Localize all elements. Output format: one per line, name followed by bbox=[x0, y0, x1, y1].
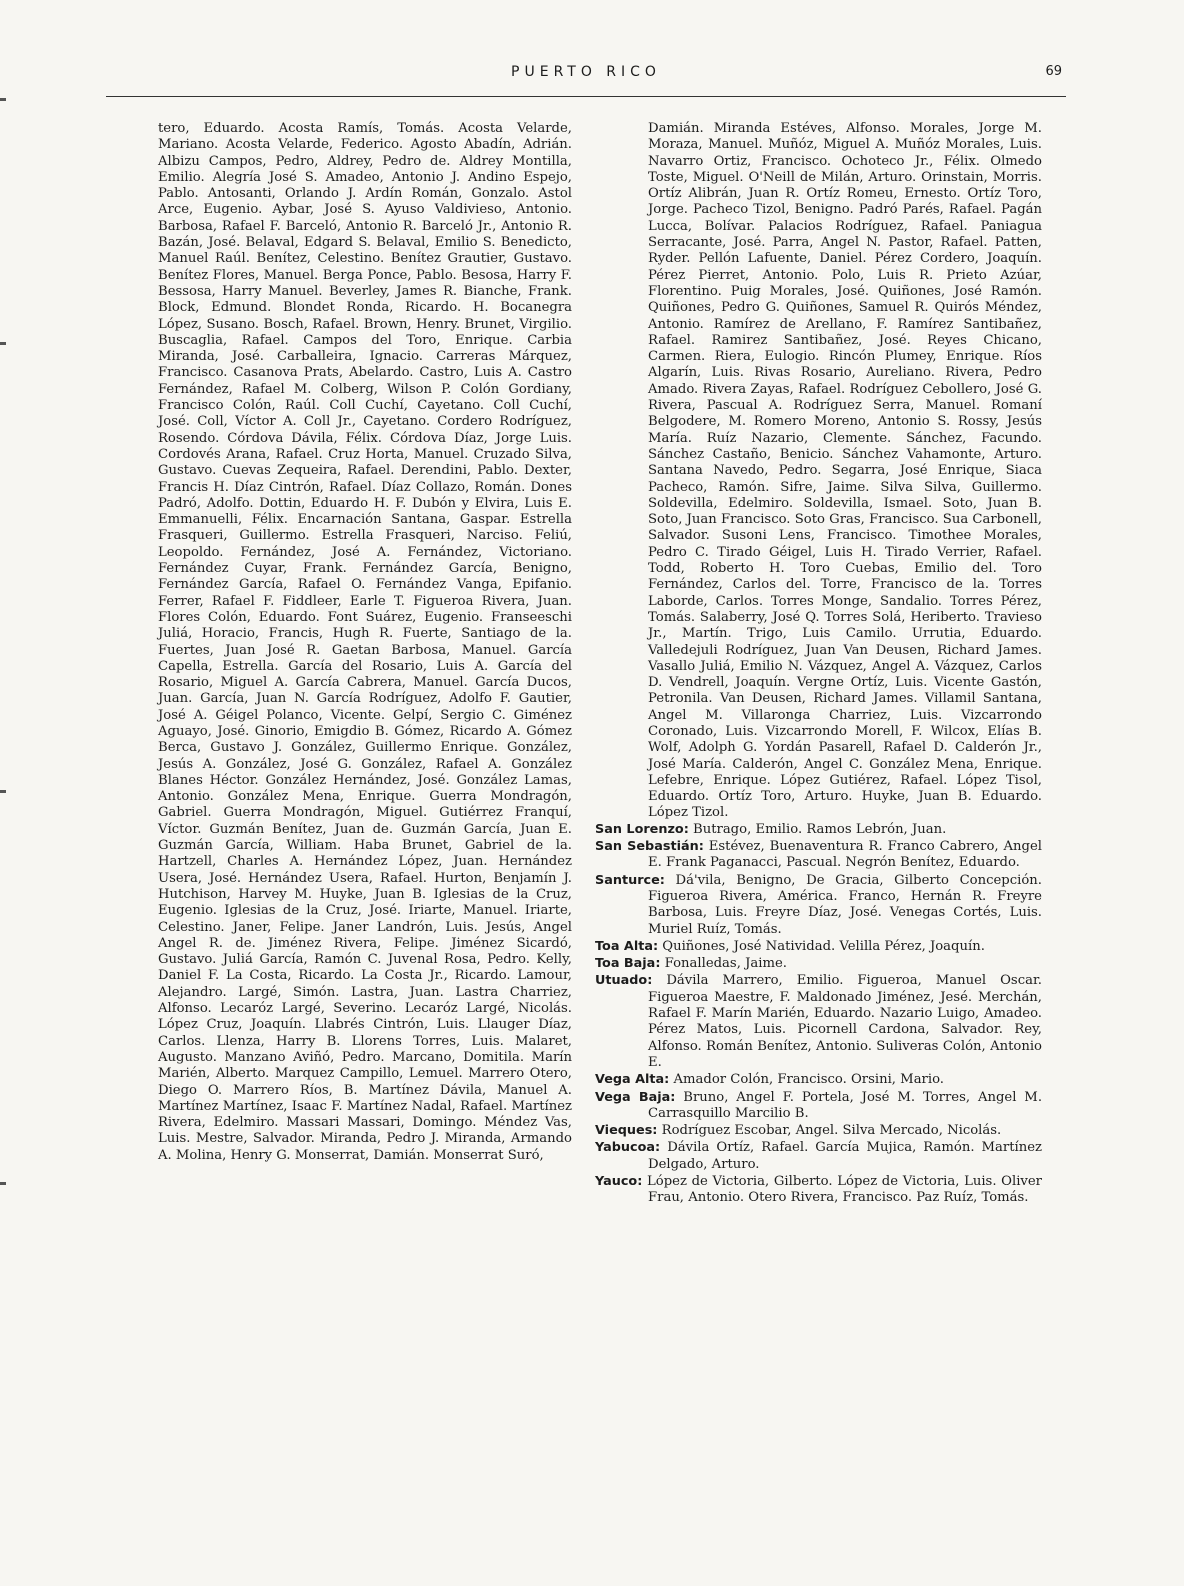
town-entry bbox=[595, 1072, 1042, 1088]
town-entry bbox=[595, 1123, 1042, 1139]
right-column-continuation: Damián. Miranda Estéves, Alfonso. Morales, Jorge M. Moraza, Manuel. Muñóz, Miguel A. Muñóz Morales, Luis. Navarro Ortiz, Francisco. Ochoteco Jr., Félix. Olmedo Toste, Miguel. O'Neill de Milán, Arturo. Orinstain, Morris. Ortíz Alibrán, Juan R. Ortíz Romeu, Ernesto. Ortíz Toro, Jorge. Pacheco Tizol, Benigno. Padró Parés, Rafael. Pagán Lucca, Bolívar. Palacios Rodríguez, Rafael. Paniagua Serracante, José. Parra, Angel N. Pastor, Rafael. Patten, Ryder. Pellón Lafuente, Daniel. Pérez Cordero, Joaquín. Pérez Pierret, Antonio. Polo, Luis R. Prieto Azúar, Florentino. Puig Morales, José. Quiñones, José Ramón. Quiñones, Pedro G. Quiñones, Samuel R. Quirós Méndez, Antonio. Ramírez de Arellano, F. Ramírez Santibañez, Rafael. Ramirez Santibañez, José. Reyes Chicano, Carmen. Riera, Eulogio. Rincón Plumey, Enrique. Ríos Algarín, Luis. Rivas Rosario, Aureliano. Rivera, Pedro Amado. Rivera Zayas, Rafael. Rodríguez Cebollero, José G. Rivera, Pascual A. Rodríguez Serra, Manuel. Romaní Belgodere, M. Romero Moreno, Antonio S. Rossy, Jesús María. Ruíz Nazario, Clemente. Sánchez, Facundo. Sánchez Castaño, Benicio. Sánchez Vahamonte, Arturo. Santana Navedo, Pedro. Segarra, José Enrique, Siaca Pacheco, Ramón. Sifre, Jaime. Silva Silva, Guillermo. Soldevilla, Edelmiro. Soldevilla, Ismael. Soto, Juan B. Soto, Juan Francisco. Soto Gras, Francisco. Sua Carbonell, Salvador. Susoni Lens, Francisco. Timothee Morales, Pedro C. Tirado Géigel, Luis H. Tirado Verrier, Rafael. Todd, Roberto H. Toro Cuebas, Emilio del. Toro Fernández, Carlos del. Torre, Francisco de la. Torres Laborde, Carlos. Torres Monge, Sandalio. Torres Pérez, Tomás. Salaberry, José Q. Torres Solá, Heriberto. Travieso Jr., Martín. Trigo, Luis Camilo. Urrutia, Eduardo. Valledejuli Rodríguez, Juan Van Deusen, Richard James. Vasallo Juliá, Emilio N. Vázquez, Angel A. Vázquez, Carlos D. Vendrell, Joaquín. Vergne Ortíz, Luis. Vicente Gastón, Petronila. Van Deusen, Richard James. Villamil Santana, Angel M. Villaronga Charriez, Luis. Vizcarrondo Coronado, Luis. Vizcarrondo Morell, F. Wilcox, Elías B. Wolf, Adolph G. Yordán Pasarell, Rafael D. Calderón Jr., José María. Calderón, Angel C. González Mena, Enrique. Lefebre, Enrique. López Gutiérez, Rafael. López Tisol, Eduardo. Ortíz Toro, Arturo. Huyke, Juan B. Eduardo. López Tizol. bbox=[648, 121, 1042, 821]
town-names: Amador Colón, Francisco. Orsini, Mario. bbox=[673, 1072, 944, 1088]
town-names: Butrago, Emilio. Ramos Lebrón, Juan. bbox=[693, 821, 947, 837]
town-name: Vega Alta: bbox=[595, 1072, 670, 1088]
town-entry bbox=[595, 1140, 1042, 1173]
margin-mark bbox=[0, 342, 6, 345]
margin-mark bbox=[0, 1182, 6, 1185]
town-entry bbox=[595, 839, 1042, 872]
town-name: Toa Alta: bbox=[595, 938, 659, 954]
town-entry bbox=[595, 1090, 1042, 1123]
left-column-text: tero, Eduardo. Acosta Ramís, Tomás. Acosta Velarde, Mariano. Acosta Velarde, Federico. Agosto Abadín, Adrián. Albizu Campos, Pedro, Aldrey, Pedro de. Aldrey Montilla, Emilio. Alegría José S. Amadeo, Antonio J. Andino Espejo, Pablo. Antosanti, Orlando J. Ardín Román, Gonzalo. Astol Arce, Eugenio. Aybar, José S. Ayuso Valdivieso, Antonio. Barbosa, Rafael F. Barceló, Antonio R. Barceló Jr., Antonio R. Bazán, José. Belaval, Edgard S. Belaval, Emilio S. Benedicto, Manuel Raúl. Benítez, Celestino. Benítez Grautier, Gustavo. Benítez Flores, Manuel. Berga Ponce, Pablo. Besosa, Harry F. Bessosa, Harry Manuel. Beverley, James R. Bianche, Frank. Block, Edmund. Blondet Ronda, Ricardo. H. Bocanegra López, Susano. Bosch, Rafael. Brown, Henry. Brunet, Virgilio. Buscaglia, Rafael. Campos del Toro, Enrique. Carbia Miranda, José. Carballeira, Ignacio. Carreras Márquez, Francisco. Casanova Prats, Abelardo. Castro, Luis A. Castro Fernández, Rafael M. Colberg, Wilson P. Colón Gordiany, Francisco Colón, Raúl. Coll Cuchí, Cayetano. Coll Cuchí, José. Coll, Víctor A. Coll Jr., Cayetano. Cordero Rodríguez, Rosendo. Córdova Dávila, Félix. Córdova Díaz, Jorge Luis. Cordovés Arana, Rafael. Cruz Horta, Manuel. Cruzado Silva, Gustavo. Cuevas Zequeira, Rafael. Derendini, Pablo. Dexter, Francis H. Díaz Cintrón, Rafael. Díaz Collazo, Román. Dones Padró, Adolfo. Dottin, Eduardo H. F. Dubón y Elvira, Luis E. Emmanuelli, Félix. Encarnación Santana, Gaspar. Estrella Frasqueri, Guillermo. Estrella Frasqueri, Narciso. Feliú, Leopoldo. Fernández, José A. Fernández, Victoriano. Fernández Cuyar, Frank. Fernández García, Benigno, Fernández García, Rafael O. Fernández Vanga, Epifanio. Ferrer, Rafael F. Fiddleer, Earle T. Figueroa Rivera, Juan. Flores Colón, Eduardo. Font Suárez, Eugenio. Franseeschi Juliá, Horacio, Francis, Hugh R. Fuerte, Santiago de la. Fuertes, Juan José R. Gaetan Barbosa, Manuel. García Capella, Estrella. García del Rosario, Luis A. García del Rosario, Miguel A. García Cabrera, Manuel. García Ducos, Juan. García, Juan N. García Rodríguez, Adolfo F. Gautier, José A. Géigel Polanco, Vicente. Gelpí, Sergio C. Giménez Aguayo, José. Ginorio, Emigdio B. Gómez, Ricardo A. Gómez Berca, Gustavo J. González, Guillermo Enrique. González, Jesús A. González, José G. González, Rafael A. González Blanes Héctor. González Hernández, José. González Lamas, Antonio. González Mena, Enrique. Guerra Mondragón, Gabriel. Guerra Mondragón, Miguel. Gutiérrez Franquí, Víctor. Guzmán Benítez, Juan de. Guzmán García, Juan E. Guzmán García, William. Haba Brunet, Gabriel de la. Hartzell, Charles A. Hernández López, Juan. Hernández Usera, José. Hernández Usera, Rafael. Hurton, Benjamín J. Hutchison, Harvey M. Huyke, Juan B. Iglesias de la Cruz, Eugenio. Iglesias de la Cruz, José. Iriarte, Manuel. Iriarte, Celestino. Janer, Felipe. Janer Landrón, Luis. Jesús, Angel Angel R. de. Jiménez Rivera, Felipe. Jiménez Sicardó, Gustavo. Juliá García, Ramón C. Juvenal Rosa, Pedro. Kelly, Daniel F. La Costa, Ricardo. La Costa Jr., Ricardo. Lamour, Alejandro. Largé, Simón. Lastra, Juan. Lastra Charriez, Alfonso. Lecaróz Largé, Severino. Lecaróz Largé, Nicolás. López Cruz, Joaquín. Llabrés Cintrón, Luis. Llauger Díaz, Carlos. Llenza, Harry B. Llorens Torres, Luis. Malaret, Augusto. Manzano Aviñó, Pedro. Marcano, Domitila. Marín Marién, Alberto. Marquez Campillo, Lemuel. Marrero Otero, Diego O. Marrero Ríos, B. Martínez Dávila, Manuel A. Martínez Martínez, Isaac F. Martínez Nadal, Rafael. Martínez Rivera, Edelmiro. Massari Massari, Domingo. Méndez Vas, Luis. Mestre, Salvador. Miranda, Pedro J. Miranda, Armando A. Molina, Henry G. Monserrat, Damián. Monserrat Suró, bbox=[158, 121, 572, 1163]
town-name: Yauco: bbox=[595, 1174, 643, 1189]
town-names: Rodríguez Escobar, Angel. Silva Mercado, Nicolás. bbox=[661, 1123, 1002, 1139]
town-names: Dávila Marrero, Emilio. Figueroa, Manuel Oscar. Figueroa Maestre, F. Maldonado Jiménez, Jesé. Merchán, Rafael F. Marín Marién, Eduardo. Nazario Luigo, Amadeo. Pérez Matos, Luis. Picornell Cardona, Salvador. Rey, Alfonso. Román Benítez, Antonio. Suliveras Colón, Antonio E. bbox=[648, 973, 1042, 1070]
running-title: PUERTO RICO bbox=[511, 64, 661, 80]
town-name: Vega Baja: bbox=[595, 1089, 676, 1105]
page-header bbox=[106, 62, 1066, 97]
town-name: San Sebastián: bbox=[595, 839, 704, 855]
margin-mark bbox=[0, 790, 6, 793]
town-name: Utuado: bbox=[595, 973, 653, 989]
town-names: Quiñones, José Natividad. Velilla Pérez, Joaquín. bbox=[662, 938, 985, 954]
town-entries bbox=[595, 822, 1042, 1207]
page-number: 69 bbox=[1045, 64, 1062, 79]
right-column bbox=[595, 121, 1042, 1207]
town-names: Bruno, Angel F. Portela, José M. Torres, Angel M. Carrasquillo Marcilio B. bbox=[648, 1089, 1043, 1121]
town-entry bbox=[595, 973, 1042, 1071]
town-names: Estévez, Buenaventura R. Franco Cabrero, Angel E. Frank Paganacci, Pascual. Negrón Benítez, Eduardo. bbox=[648, 839, 1043, 871]
town-name: Toa Baja: bbox=[595, 956, 661, 972]
town-names: Dá'vila, Benigno, De Gracia, Gilberto Concepción. Figueroa Rivera, América. Franco, Hernán R. Freyre Barbosa, Luis. Freyre Díaz, José. Venegas Cortés, Luis. Muriel Ruíz, Tomás. bbox=[648, 872, 1042, 937]
town-name: Santurce: bbox=[595, 872, 665, 888]
town-entry bbox=[595, 873, 1042, 938]
town-entry bbox=[595, 1174, 1042, 1207]
town-names: Fonalledas, Jaime. bbox=[664, 956, 787, 972]
left-column bbox=[158, 121, 572, 1164]
town-name: San Lorenzo: bbox=[595, 821, 689, 837]
town-entry bbox=[595, 939, 1042, 955]
town-names: Dávila Ortíz, Rafael. García Mujica, Ramón. Martínez Delgado, Arturo. bbox=[648, 1140, 1042, 1172]
town-names: López de Victoria, Gilberto. López de Victoria, Luis. Oliver Frau, Antonio. Otero Rivera, Francisco. Paz Ruíz, Tomás. bbox=[647, 1174, 1042, 1206]
town-name: Vieques: bbox=[595, 1123, 658, 1139]
town-entry bbox=[595, 822, 1042, 838]
town-entry bbox=[595, 956, 1042, 972]
margin-mark bbox=[0, 98, 6, 101]
town-name: Yabucoa: bbox=[595, 1140, 661, 1156]
